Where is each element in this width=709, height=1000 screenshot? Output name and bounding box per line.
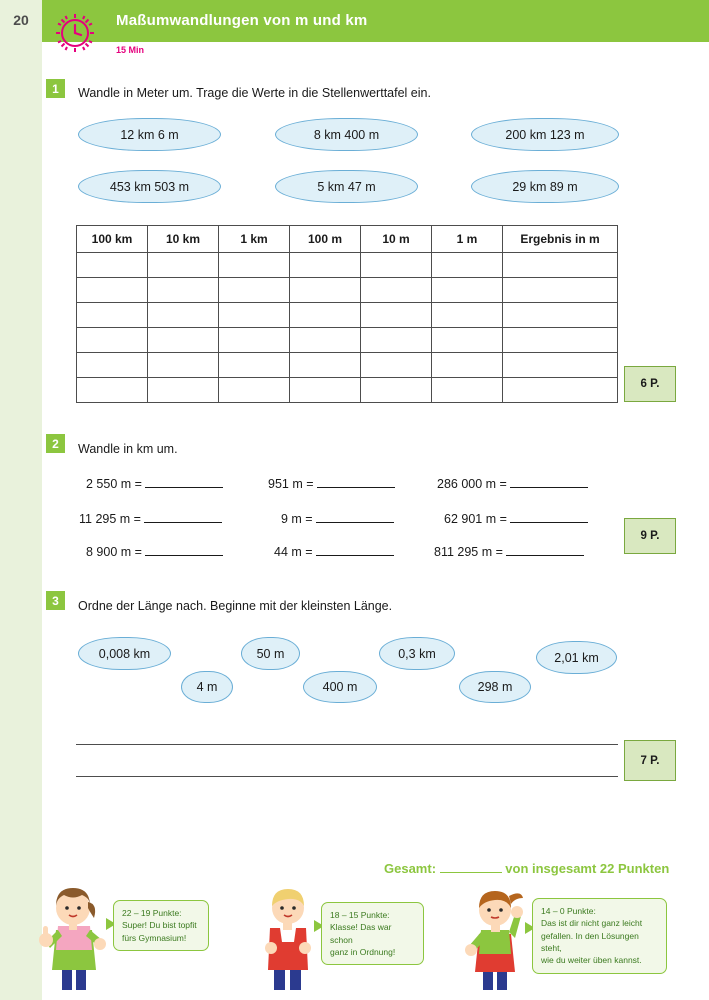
answer-blank[interactable] [316,511,394,523]
table-cell[interactable] [361,303,432,328]
total-blank[interactable] [440,860,502,873]
table-cell[interactable] [290,303,361,328]
table-cell[interactable] [361,278,432,303]
table-cell[interactable] [148,303,219,328]
equation-label: 811 295 m = [434,545,503,559]
column-header: Ergebnis in m [503,226,618,253]
table-cell[interactable] [77,378,148,403]
answer-line[interactable] [76,744,618,745]
column-header: 100 km [77,226,148,253]
table-cell[interactable] [432,303,503,328]
equation [281,511,394,526]
value-pill: 200 km 123 m [471,118,619,151]
girl-thumbs-up [22,878,122,995]
answer-blank[interactable] [317,476,395,488]
feedback-line: ganz in Ordnung! [330,946,396,957]
table-cell[interactable] [290,328,361,353]
value-pill: 50 m [241,637,300,670]
feedback-bubble-3 [532,898,667,974]
value-pill: 29 km 89 m [471,170,619,203]
table-cell[interactable] [503,303,618,328]
table-cell[interactable] [148,278,219,303]
equation [274,544,394,559]
equation-label: 44 m = [274,545,313,559]
table-cell[interactable] [77,353,148,378]
boy-arms-crossed [250,880,326,995]
equation-label: 11 295 m = [79,512,141,526]
value-pill: 12 km 6 m [78,118,221,151]
exercise-instruction-2: Wandle in km um. [78,442,178,456]
value-pill: 298 m [459,671,531,703]
equation [86,544,223,559]
table-cell[interactable] [432,253,503,278]
feedback-bubble-1 [113,900,209,951]
table-row [77,328,618,353]
table-body [77,253,618,403]
table-cell[interactable] [290,378,361,403]
table-row [77,253,618,278]
time-estimate: 15 Min [116,45,145,55]
equation [434,544,584,559]
table-cell[interactable] [219,353,290,378]
value-pill: 8 km 400 m [275,118,418,151]
column-header: 10 m [361,226,432,253]
feedback-line: fürs Gymnasium! [122,932,187,943]
feedback-line: 18 – 15 Punkte: [330,910,390,920]
exercise-number-1: 1 [46,79,65,98]
value-pill: 0,3 km [379,637,455,670]
table-header-row [77,226,618,253]
equation-label: 8 900 m = [86,545,142,559]
place-value-table [76,225,618,403]
column-header: 1 m [432,226,503,253]
answer-blank[interactable] [510,476,588,488]
feedback-line: wie du weiter üben kannst. [541,955,642,966]
table-row [77,303,618,328]
table-cell[interactable] [361,378,432,403]
left-margin-rail [0,0,42,1000]
equation-label: 951 m = [268,477,314,491]
equation [86,476,223,491]
points-box-2: 9 P. [624,518,676,554]
table-cell[interactable] [432,328,503,353]
clock-icon [50,8,100,58]
value-pill: 453 km 503 m [78,170,221,203]
table-cell[interactable] [361,253,432,278]
feedback-bubble-2 [321,902,424,965]
table-cell[interactable] [503,278,618,303]
table-cell[interactable] [219,253,290,278]
table-cell[interactable] [148,253,219,278]
table-cell[interactable] [290,278,361,303]
table-cell[interactable] [219,328,290,353]
feedback-line: Das ist dir nicht ganz leicht [541,918,643,929]
answer-blank[interactable] [506,544,584,556]
answer-blank[interactable] [144,511,222,523]
equation [79,511,222,526]
column-header: 100 m [290,226,361,253]
table-cell[interactable] [503,328,618,353]
table-cell[interactable] [432,278,503,303]
feedback-line: gefallen. In den Lösungen steht, [541,930,639,953]
value-pill: 4 m [181,671,233,703]
girl-scratching-head [455,880,535,995]
equation [437,476,588,491]
table-row [77,378,618,403]
equation-label: 286 000 m = [437,477,507,491]
equation [268,476,395,491]
table-cell[interactable] [77,328,148,353]
page-title: Maßumwandlungen von m und km [116,12,368,29]
table-row [77,353,618,378]
table-cell[interactable] [432,378,503,403]
total-prefix: Gesamt: [384,861,437,876]
equation-label: 9 m = [281,512,313,526]
table-cell[interactable] [148,378,219,403]
value-pill: 0,008 km [78,637,171,670]
exercise-instruction-1: Wandle in Meter um. Trage die Werte in die Stellenwerttafel ein. [78,86,431,100]
table-cell[interactable] [219,278,290,303]
feedback-line: 22 – 19 Punkte: [122,908,182,918]
page-number: 20 [13,12,29,28]
table-cell[interactable] [77,303,148,328]
table-cell[interactable] [361,353,432,378]
table-cell[interactable] [503,253,618,278]
table-cell[interactable] [219,303,290,328]
table-cell[interactable] [148,353,219,378]
total-score-line [384,860,669,876]
table-row [77,278,618,303]
value-pill: 400 m [303,671,377,703]
table-cell[interactable] [361,328,432,353]
feedback-line: Klasse! Das war schon [330,922,392,945]
answer-blank[interactable] [316,544,394,556]
points-box-1: 6 P. [624,366,676,402]
answer-line[interactable] [76,776,618,777]
feedback-line: 14 – 0 Punkte: [541,906,596,916]
exercise-number-3: 3 [46,591,65,610]
points-box-3: 7 P. [624,740,676,781]
answer-blank[interactable] [145,544,223,556]
column-header: 1 km [219,226,290,253]
table-cell[interactable] [77,278,148,303]
table-cell[interactable] [503,353,618,378]
equation-label: 62 901 m = [444,512,507,526]
value-pill: 5 km 47 m [275,170,418,203]
table-cell[interactable] [148,328,219,353]
equation [444,511,588,526]
table-cell[interactable] [432,353,503,378]
equation-label: 2 550 m = [86,477,142,491]
table-cell[interactable] [290,253,361,278]
table-cell[interactable] [77,253,148,278]
value-pill: 2,01 km [536,641,617,674]
table-cell[interactable] [219,378,290,403]
table-cell[interactable] [290,353,361,378]
feedback-line: Super! Du bist topfit [122,920,197,931]
answer-blank[interactable] [145,476,223,488]
exercise-number-2: 2 [46,434,65,453]
total-suffix: von insgesamt 22 Punkten [505,861,670,876]
table-cell[interactable] [503,378,618,403]
exercise-instruction-3: Ordne der Länge nach. Beginne mit der kleinsten Länge. [78,599,393,613]
column-header: 10 km [148,226,219,253]
answer-blank[interactable] [510,511,588,523]
